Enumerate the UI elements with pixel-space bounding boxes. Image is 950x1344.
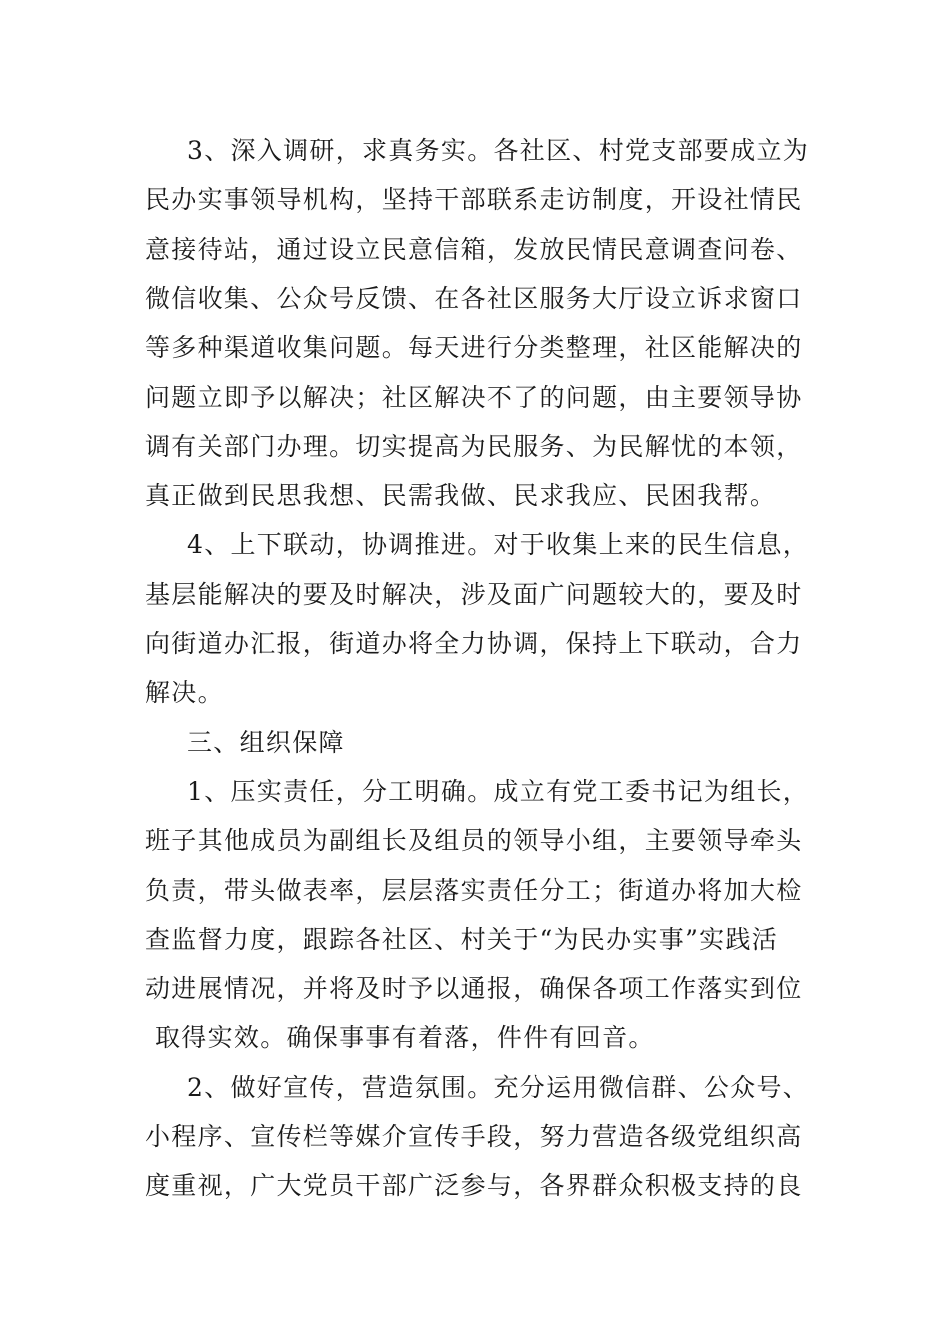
text-line: 度重视，广大党员干部广泛参与，各界群众积极支持的良: [145, 1171, 803, 1200]
text-line: 取得实效。确保事事有着落，件件有回音。: [155, 1023, 655, 1052]
text-line: 问题立即予以解决；社区解决不了的问题，由主要领导协: [145, 383, 803, 412]
text-line: 解决。: [145, 678, 224, 707]
text-line: 4、上下联动，协调推进。对于收集上来的民生信息，: [187, 530, 810, 559]
text-line: 小程序、宣传栏等媒介宣传手段，努力营造各级党组织高: [145, 1122, 803, 1151]
text-line: 真正做到民思我想、民需我做、民求我应、民困我帮。: [145, 481, 777, 510]
text-line: 3、深入调研，求真务实。各社区、村党支部要成立为: [187, 136, 810, 165]
text-line: 等多种渠道收集问题。每天进行分类整理，社区能解决的: [145, 333, 803, 362]
text-line: 查监督力度，跟踪各社区、村关于“为民办实事”实践活: [145, 925, 779, 954]
text-line: 2、做好宣传，营造氛围。充分运用微信群、公众号、: [187, 1073, 810, 1102]
text-line: 微信收集、公众号反馈、在各社区服务大厅设立诉求窗口: [145, 284, 803, 313]
text-line: 意接待站，通过设立民意信箱，发放民情民意调查问卷、: [145, 235, 803, 264]
text-line: 1、压实责任，分工明确。成立有党工委书记为组长，: [187, 777, 810, 806]
text-line: 调有关部门办理。切实提高为民服务、为民解忧的本领，: [145, 432, 803, 461]
section-heading: 三、组织保障: [187, 728, 345, 757]
text-line: 动进展情况，并将及时予以通报，确保各项工作落实到位: [145, 974, 803, 1003]
text-line: 负责，带头做表率，层层落实责任分工；街道办将加大检: [145, 876, 803, 905]
text-line: 民办实事领导机构，坚持干部联系走访制度，开设社情民: [145, 185, 803, 214]
text-line: 基层能解决的要及时解决，涉及面广问题较大的，要及时: [145, 580, 803, 609]
text-line: 班子其他成员为副组长及组员的领导小组，主要领导牵头: [145, 826, 803, 855]
text-line: 向街道办汇报，街道办将全力协调，保持上下联动，合力: [145, 629, 803, 658]
